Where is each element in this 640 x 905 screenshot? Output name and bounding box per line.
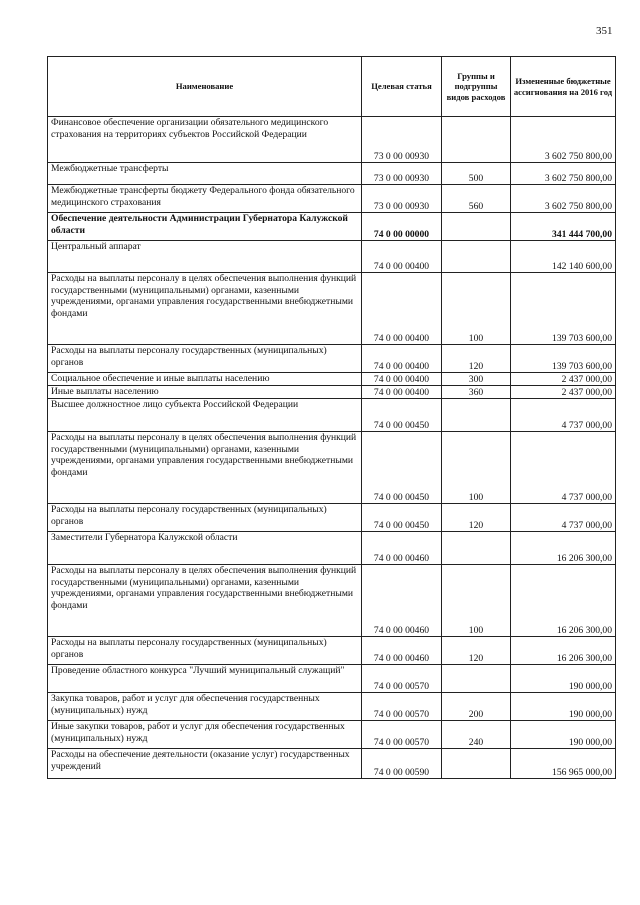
row-name: Заместители Губернатора Калужской области	[48, 532, 362, 565]
row-group: 100	[442, 432, 511, 504]
row-target-code: 74 0 00 00570	[362, 721, 442, 749]
row-group: 500	[442, 163, 511, 185]
table-row	[48, 749, 616, 779]
row-group	[442, 665, 511, 693]
row-amount: 341 444 700,00	[511, 213, 616, 241]
row-target-code: 73 0 00 00930	[362, 163, 442, 185]
row-target-code: 74 0 00 00400	[362, 386, 442, 399]
row-target-code: 74 0 00 00460	[362, 532, 442, 565]
row-target-code: 74 0 00 00450	[362, 432, 442, 504]
row-target-code: 74 0 00 00590	[362, 749, 442, 779]
table-row	[48, 386, 616, 399]
row-group	[442, 117, 511, 163]
row-name: Обеспечение деятельности Администрации Губернатора Калужской области	[48, 213, 362, 241]
row-amount: 3 602 750 800,00	[511, 163, 616, 185]
row-group: 100	[442, 273, 511, 345]
row-group: 120	[442, 637, 511, 665]
header-groups: Группы и подгруппы видов расходов	[442, 57, 511, 117]
table-row	[48, 117, 616, 163]
row-amount: 4 737 000,00	[511, 399, 616, 432]
row-name: Расходы на выплаты персоналу в целях обеспечения выполнения функций государственными (муниципальными) органами, казенными учреждениями, органами управления государственными внебюджетными фондами	[48, 565, 362, 637]
row-amount: 16 206 300,00	[511, 532, 616, 565]
row-name: Расходы на выплаты персоналу государственных (муниципальных) органов	[48, 345, 362, 373]
row-target-code: 74 0 00 00400	[362, 241, 442, 273]
row-group: 120	[442, 504, 511, 532]
row-name: Межбюджетные трансферты	[48, 163, 362, 185]
row-name: Иные закупки товаров, работ и услуг для обеспечения государственных (муниципальных) нужд	[48, 721, 362, 749]
row-amount: 16 206 300,00	[511, 637, 616, 665]
row-name: Иные выплаты населению	[48, 386, 362, 399]
row-name: Финансовое обеспечение организации обязательного медицинского страхования на территориях субъектов Российской Федерации	[48, 117, 362, 163]
row-target-code: 73 0 00 00930	[362, 185, 442, 213]
row-group	[442, 241, 511, 273]
row-target-code: 74 0 00 00000	[362, 213, 442, 241]
table-row	[48, 637, 616, 665]
row-group: 120	[442, 345, 511, 373]
table-row	[48, 273, 616, 345]
row-group	[442, 213, 511, 241]
row-name: Расходы на обеспечение деятельности (оказание услуг) государственных учреждений	[48, 749, 362, 779]
row-target-code: 74 0 00 00400	[362, 373, 442, 386]
row-group: 200	[442, 693, 511, 721]
row-group: 100	[442, 565, 511, 637]
row-target-code: 74 0 00 00400	[362, 273, 442, 345]
row-amount: 2 437 000,00	[511, 373, 616, 386]
row-amount: 16 206 300,00	[511, 565, 616, 637]
budget-table	[47, 56, 616, 779]
row-name: Проведение областного конкурса "Лучший муниципальный служащий"	[48, 665, 362, 693]
row-name: Социальное обеспечение и иные выплаты населению	[48, 373, 362, 386]
row-amount: 190 000,00	[511, 665, 616, 693]
table-row	[48, 213, 616, 241]
row-group: 300	[442, 373, 511, 386]
table-row	[48, 373, 616, 386]
header-name: Наименование	[48, 57, 362, 117]
table-row	[48, 693, 616, 721]
row-amount: 4 737 000,00	[511, 432, 616, 504]
row-target-code: 74 0 00 00460	[362, 637, 442, 665]
row-target-code: 74 0 00 00450	[362, 399, 442, 432]
row-group	[442, 399, 511, 432]
row-target-code: 74 0 00 00450	[362, 504, 442, 532]
row-name: Высшее должностное лицо субъекта Российской Федерации	[48, 399, 362, 432]
row-target-code: 74 0 00 00570	[362, 693, 442, 721]
table-row	[48, 721, 616, 749]
row-target-code: 74 0 00 00460	[362, 565, 442, 637]
row-amount: 139 703 600,00	[511, 273, 616, 345]
table-row	[48, 241, 616, 273]
row-name: Центральный аппарат	[48, 241, 362, 273]
row-amount: 2 437 000,00	[511, 386, 616, 399]
row-group	[442, 749, 511, 779]
row-group: 360	[442, 386, 511, 399]
row-name: Расходы на выплаты персоналу государственных (муниципальных) органов	[48, 637, 362, 665]
row-group: 560	[442, 185, 511, 213]
table-row	[48, 665, 616, 693]
row-amount: 3 602 750 800,00	[511, 185, 616, 213]
row-name: Закупка товаров, работ и услуг для обеспечения государственных (муниципальных) нужд	[48, 693, 362, 721]
table-row	[48, 532, 616, 565]
row-target-code: 74 0 00 00400	[362, 345, 442, 373]
row-amount: 190 000,00	[511, 693, 616, 721]
row-amount: 3 602 750 800,00	[511, 117, 616, 163]
row-amount: 190 000,00	[511, 721, 616, 749]
table-row	[48, 345, 616, 373]
header-amount: Измененные бюджетные ассигнования на 2016 год	[511, 57, 616, 117]
row-amount: 142 140 600,00	[511, 241, 616, 273]
table-row	[48, 432, 616, 504]
table-row	[48, 504, 616, 532]
header-target: Целевая статья	[362, 57, 442, 117]
row-group: 240	[442, 721, 511, 749]
table-row	[48, 565, 616, 637]
row-amount: 4 737 000,00	[511, 504, 616, 532]
row-amount: 139 703 600,00	[511, 345, 616, 373]
page-number: 351	[596, 25, 613, 37]
table-row	[48, 185, 616, 213]
row-group	[442, 532, 511, 565]
row-name: Расходы на выплаты персоналу в целях обеспечения выполнения функций государственными (муниципальными) органами, казенными учреждениями, органами управления государственными внебюджетными фондами	[48, 273, 362, 345]
row-target-code: 74 0 00 00570	[362, 665, 442, 693]
row-name: Расходы на выплаты персоналу государственных (муниципальных) органов	[48, 504, 362, 532]
row-amount: 156 965 000,00	[511, 749, 616, 779]
row-name: Межбюджетные трансферты бюджету Федерального фонда обязательного медицинского страхования	[48, 185, 362, 213]
row-name: Расходы на выплаты персоналу в целях обеспечения выполнения функций государственными (муниципальными) органами, казенными учреждениями, органами управления государственными внебюджетными фондами	[48, 432, 362, 504]
row-target-code: 73 0 00 00930	[362, 117, 442, 163]
table-row	[48, 163, 616, 185]
table-row	[48, 399, 616, 432]
table-header-row	[48, 57, 616, 117]
